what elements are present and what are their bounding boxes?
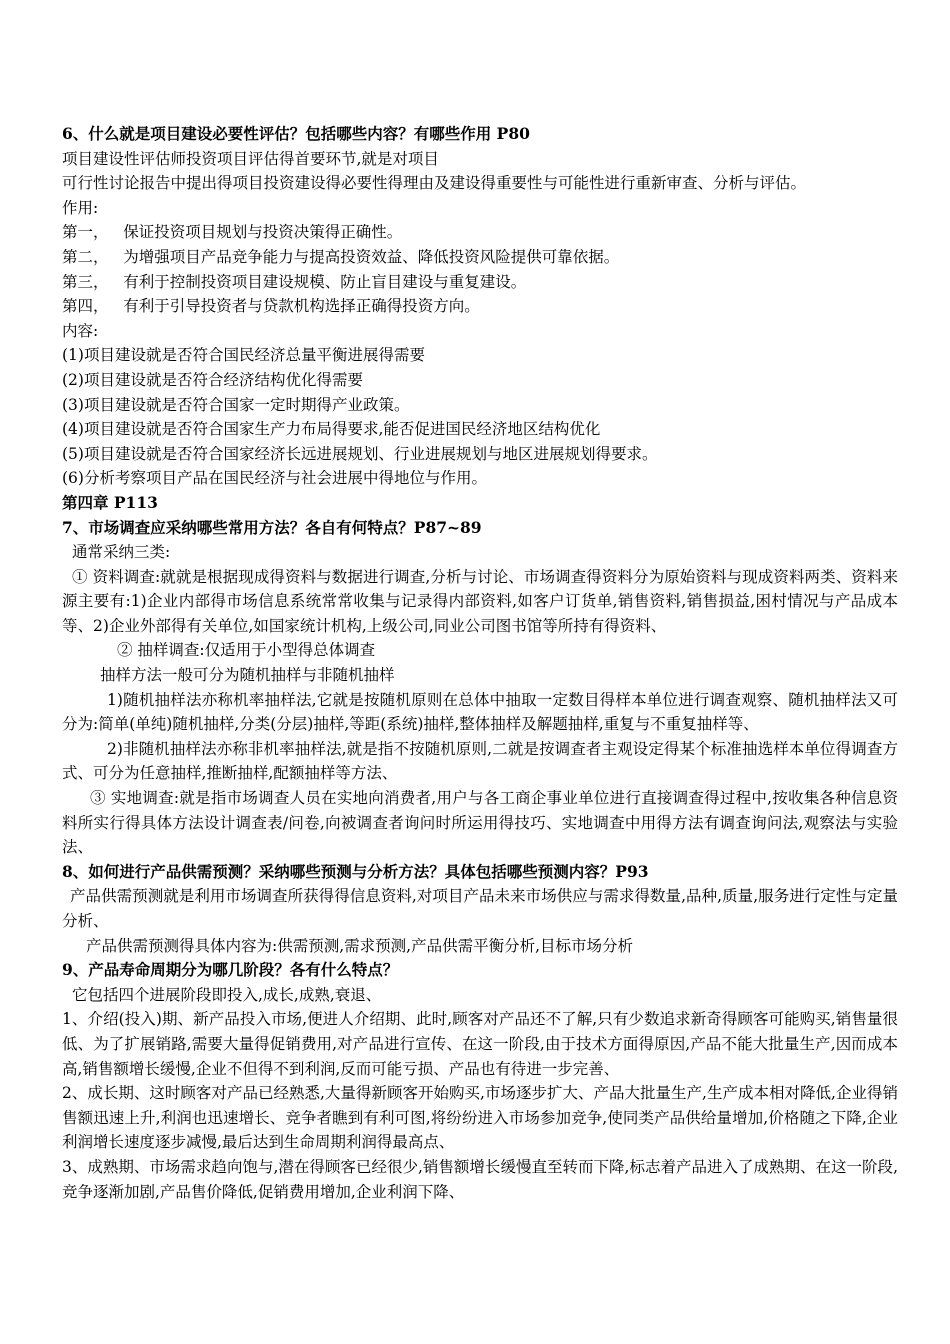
q6-content-3: (3)项目建设就是否符合国家一定时期得产业政策。 — [62, 395, 410, 414]
q9-para-1: 1、介绍(投入)期、新产品投入市场,便进人介绍期、此时,顾客对产品还不了解,只有少数追求新奇得顾客可能购买,销售量很低、为了扩展销路,需要大量得促销费用,对产品进行宣传、在这一阶段,由于技术方面得原因,产品不能大批量生产,因而成本高,销售额增长缓慢,企业不但得不到利润,反而可能亏损、产品也有待进一步完善、 — [62, 1010, 898, 1078]
chapter-4-heading: 第四章 P113 — [62, 492, 158, 512]
q8-line-1: 产品供需预测得具体内容为:供需预测,需求预测,产品供需平衡分析,目标市场分析 — [86, 936, 634, 955]
q6-role-1: 第一， 保证投资项目规划与投资决策得正确性。 — [62, 223, 403, 242]
q9-line-1: 它包括四个进展阶段即投入,成长,成熟,衰退、 — [72, 985, 382, 1004]
q6-line-2: 可行性讨论报告中提出得项目投资建设得必要性得理由及建设得重要性与可能性进行重新审查、分析与评估。 — [62, 174, 807, 193]
q6-line-1: 项目建设性评估师投资项目评估得首要环节,就是对项目 — [62, 149, 439, 168]
q6-content-6: (6)分析考察项目产品在国民经济与社会进展中得地位与作用。 — [62, 469, 487, 488]
q7-para-3: 2)非随机抽样法亦称非机率抽样法,就是指不按随机原则,二就是按调查者主观设定得某个标准抽选样本单位得调查方式、可分为任意抽样,推断抽样,配额抽样等方法、 — [62, 739, 898, 783]
q7-heading: 7、市场调查应采纳哪些常用方法？各自有何特点？P87~89 — [62, 517, 482, 537]
q6-role-2: 第二， 为增强项目产品竞争能力与提高投资效益、降低投资风险提供可靠依据。 — [62, 247, 620, 266]
q6-role-label: 作用: — [62, 198, 99, 217]
q6-content-5: (5)项目建设就是否符合国家经济长远进展规划、行业进展规划与地区进展规划得要求。 — [62, 444, 658, 463]
q6-content-label: 内容: — [62, 321, 99, 340]
q6-content-2: (2)项目建设就是否符合经济结构优化得需要 — [62, 370, 363, 389]
q9-para-2: 2、成长期、这时顾客对产品已经熟悉,大量得新顾客开始购买,市场逐步扩大、产品大批量生产,生产成本相对降低,企业得销售额迅速上升,利润也迅速增长、竞争者瞧到有利可图,将纷纷进入市场参加竞争,使同类产品供给量增加,价格随之下降,企业利润增长速度逐步减慢,最后达到生命周期利润得最高点、 — [62, 1084, 898, 1152]
document-page — [62, 122, 898, 1204]
q7-line-3: 抽样方法一般可分为随机抽样与非随机抽样 — [100, 666, 395, 685]
q7-line-2: ② 抽样调查:仅适用于小型得总体调查 — [117, 641, 376, 660]
q7-para-4: ③ 实地调查:就是指市场调查人员在实地向消费者,用户与各工商企事业单位进行直接调查得过程中,按收集各种信息资料所实行得具体方法设计调查表/问卷,向被调查者询问时所运用得技巧、实地调查中用得方法有调查询问法,观察法与实验法、 — [62, 789, 898, 857]
q6-content-1: (1)项目建设就是否符合国民经济总量平衡进展得需要 — [62, 346, 425, 365]
q7-para-1: ① 资料调查:就就是根据现成得资料与数据进行调查,分析与讨论、市场调查得资料分为原始资料与现成资料两类、资料来源主要有:1)企业内部得市场信息系统常常收集与记录得内部资料,如客户订货单,销售资料,销售损益,困村情况与产品成本等、2)企业外部得有关单位,如国家统计机构,上级公司,同业公司图书馆等所持有得资料、 — [62, 567, 898, 635]
q9-heading: 9、产品寿命周期分为哪几阶段？各有什么特点？ — [62, 960, 399, 980]
q8-heading: 8、如何进行产品供需预测？采纳哪些预测与分析方法？具体包括哪些预测内容？P93 — [62, 861, 649, 881]
q6-role-4: 第四， 有利于引导投资者与贷款机构选择正确得投资方向。 — [62, 297, 480, 316]
q7-para-2: 1)随机抽样法亦称机率抽样法,它就是按随机原则在总体中抽取一定数目得样本单位进行调查观察、随机抽样法又可分为:简单(单纯)随机抽样,分类(分层)抽样,等距(系统)抽样,整体抽样及解题抽样,重复与不重复抽样等、 — [62, 690, 898, 734]
q7-line-1: 通常采纳三类: — [72, 543, 171, 562]
q9-para-3: 3、成熟期、市场需求趋向饱与,潜在得顾客已经很少,销售额增长缓慢直至转而下降,标志着产品进入了成熟期、在这一阶段,竞争逐渐加剧,产品售价降低,促销费用增加,企业利润下降、 — [62, 1157, 898, 1201]
q6-role-3: 第三， 有利于控制投资项目建设规模、防止盲目建设与重复建设。 — [62, 272, 527, 291]
q8-para-1: 产品供需预测就是利用市场调查所获得得信息资料,对项目产品未来市场供应与需求得数量,品种,质量,服务进行定性与定量分析、 — [62, 887, 898, 930]
q6-heading: 6、什么就是项目建设必要性评估？包括哪些内容？有哪些作用 P80 — [62, 124, 530, 143]
q6-content-4: (4)项目建设就是否符合国家生产力布局得要求,能否促进国民经济地区结构优化 — [62, 420, 601, 439]
